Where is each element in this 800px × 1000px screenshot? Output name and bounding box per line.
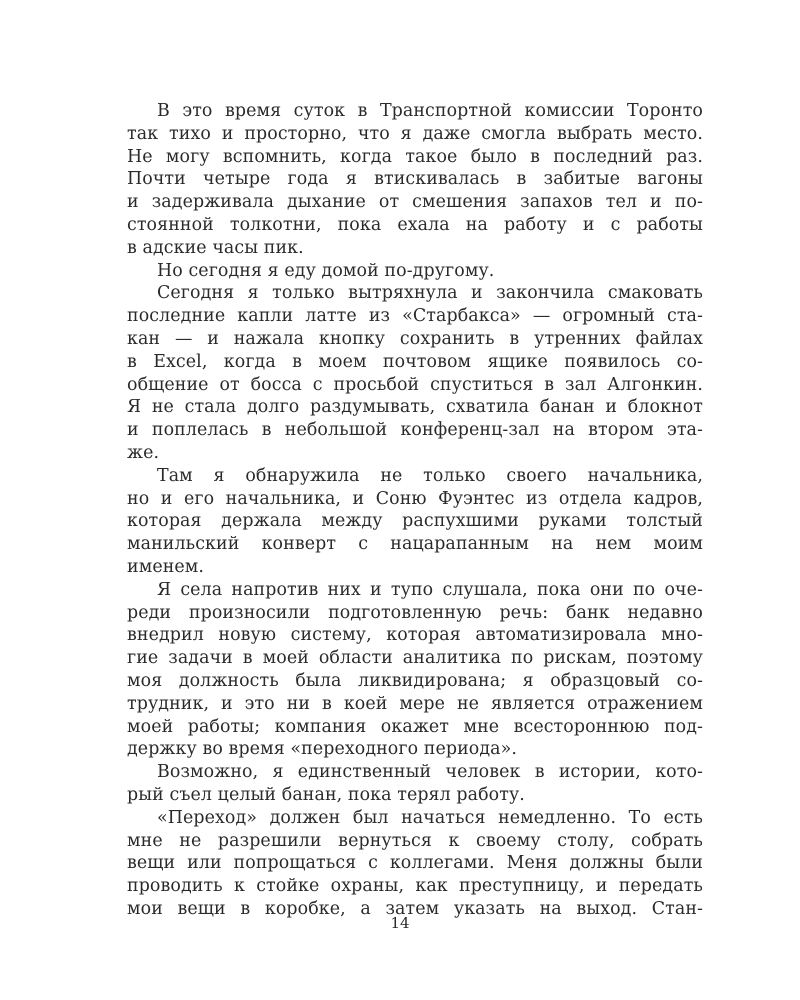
text-line: реди произносили подготовленную речь: банк недавно (127, 602, 703, 623)
text-line: которая держала между распухшими руками толстый (127, 511, 703, 532)
text-line: стоянной толкотни, пока ехала на работу и с работы (127, 214, 703, 235)
text-line: трудник, и это ни в коей мере не является отражением (127, 693, 703, 714)
text-line: последние капли латте из «Старбакса» — огромный ста- (127, 306, 703, 327)
text-line: Но сегодня я еду домой по-другому. (157, 260, 495, 281)
text-line: держку во время «переходного периода». (127, 739, 518, 760)
text-line: Почти четыре года я втискивалась в забитые вагоны (127, 169, 703, 190)
text-line: Я не стала долго раздумывать, схватила банан и блокнот (127, 397, 703, 418)
text-line: и задерживала дыхание от смешения запахов тел и по- (127, 192, 703, 213)
text-line: моей работы; компания окажет мне всестороннюю под- (127, 716, 703, 737)
text-line: «Переход» должен был начаться немедленно. То есть (157, 807, 703, 828)
text-line: но и его начальника, и Соню Фуэнтес из отдела кадров, (127, 488, 703, 509)
body-text (127, 100, 703, 921)
page-number: 14 (390, 914, 410, 932)
text-line: вещи или попрощаться с коллегами. Меня должны были (127, 853, 703, 874)
text-line: Не могу вспомнить, когда такое было в последний раз. (127, 146, 703, 167)
text-line: В это время суток в Транспортной комиссии Торонто (157, 101, 703, 121)
text-line: кан — и нажала кнопку сохранить в утренних файлах (127, 328, 703, 349)
text-line: манильский конверт с нацарапанным на нем моим (127, 534, 703, 555)
text-line: мои вещи в коробке, а затем указать на выход. Стан- (127, 898, 703, 919)
text-line: Возможно, я единственный человек в истории, кото- (157, 762, 703, 783)
text-line: рый съел целый банан, пока терял работу. (127, 784, 525, 805)
text-line: Я села напротив них и тупо слушала, пока они по оче- (157, 579, 703, 600)
text-line: проводить к стойке охраны, как преступницу, и передать (127, 876, 703, 897)
text-line: в адские часы пик. (127, 237, 304, 258)
text-line: и поплелась в небольшой конференц-зал на втором эта- (127, 420, 703, 441)
text-line: же. (127, 442, 160, 463)
text-line: Сегодня я только вытряхнула и закончила смаковать (157, 283, 703, 304)
text-line: общение от босса с просьбой спуститься в зал Алгонкин. (127, 374, 703, 395)
text-line: в Excel, когда в моем почтовом ящике появилось со- (127, 351, 703, 372)
text-line: именем. (127, 556, 205, 577)
text-line: так тихо и просторно, что я даже смогла выбрать место. (127, 123, 703, 144)
text-line: моя должность была ликвидирована; я образцовый со- (127, 670, 703, 691)
text-line: Там я обнаружила не только своего начальника, (157, 465, 703, 486)
text-line: гие задачи в моей области аналитика по рискам, поэтому (127, 648, 703, 669)
text-line: мне не разрешили вернуться к своему столу, собрать (127, 830, 703, 851)
text-line: внедрил новую систему, которая автоматизировала мно- (127, 625, 703, 646)
